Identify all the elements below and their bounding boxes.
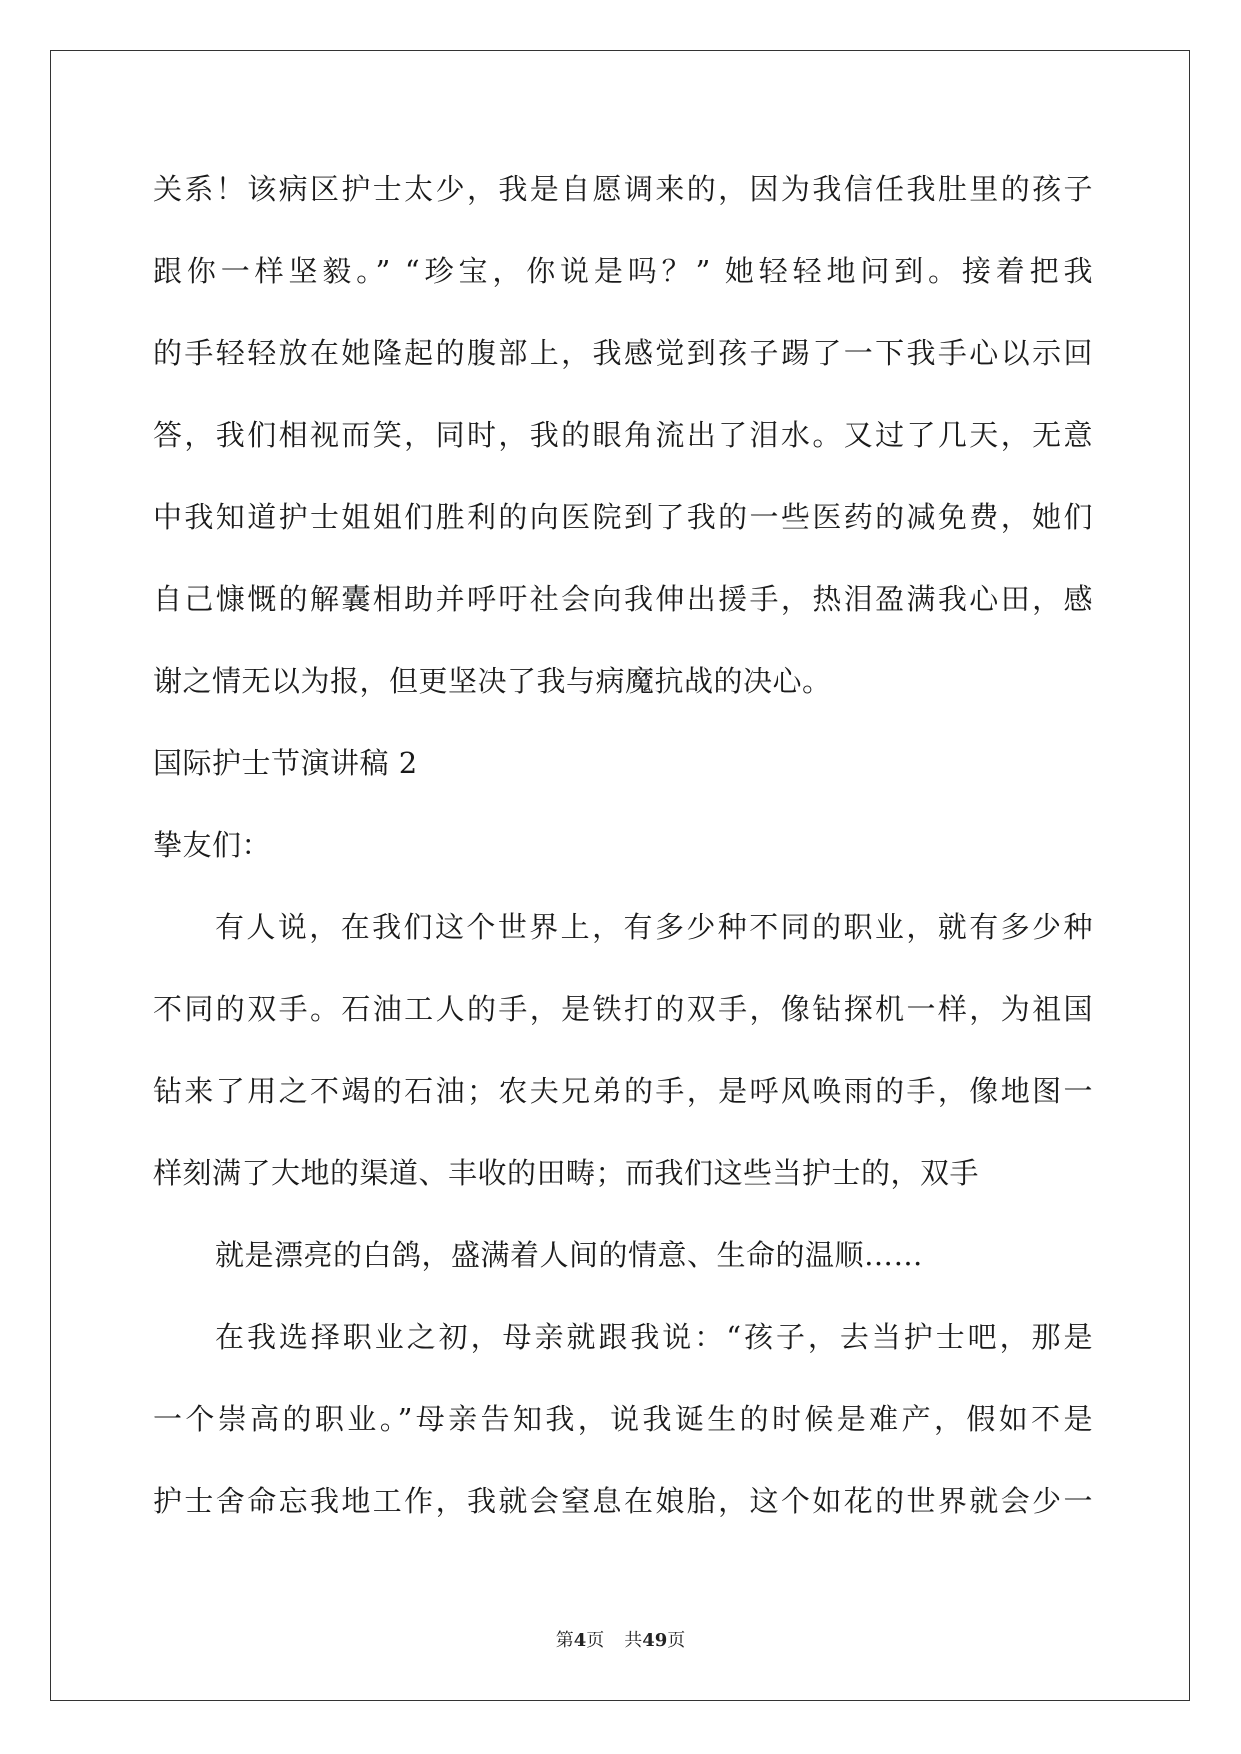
text-line: 答，我们相视而笑，同时，我的眼角流出了泪水。又过了几天，无意: [153, 418, 1093, 452]
text-line: 一个崇高的职业。”母亲告知我，说我诞生的时候是难产，假如不是: [153, 1402, 1093, 1436]
footer-prefix: 第: [555, 1630, 574, 1651]
text-line: 谢之情无以为报，但更坚决了我与病魔抗战的决心。: [153, 664, 832, 698]
total-pages: 49: [642, 1630, 668, 1651]
document-body: [153, 162, 1093, 1556]
page-number: 4: [573, 1630, 587, 1651]
text-line: 关系！该病区护士太少，我是自愿调来的，因为我信任我肚里的孩子: [153, 172, 1093, 206]
text-line: 跟你一样坚毅。” “珍宝，你说是吗？” 她轻轻地问到。接着把我: [153, 254, 1093, 288]
text-line: 护士舍命忘我地工作，我就会窒息在娘胎，这个如花的世界就会少一: [153, 1484, 1093, 1518]
text-line: 的手轻轻放在她隆起的腹部上，我感觉到孩子踢了一下我手心以示回: [153, 336, 1093, 370]
salutation: 挚友们：: [153, 828, 272, 862]
text-line: 样刻满了大地的渠道、丰收的田畴；而我们这些当护士的，双手: [153, 1156, 980, 1190]
text-line: 有人说，在我们这个世界上，有多少种不同的职业，就有多少种: [215, 910, 1093, 944]
page-footer: [0, 1626, 1241, 1652]
footer-page-unit: 页: [586, 1630, 605, 1651]
text-line: 自己慷慨的解囊相助并呼吁社会向我伸出援手，热泪盈满我心田，感: [153, 582, 1093, 616]
text-line: 就是漂亮的白鸽，盛满着人间的情意、生命的温顺……: [215, 1238, 924, 1272]
text-line: 不同的双手。石油工人的手，是铁打的双手，像钻探机一样，为祖国: [153, 992, 1093, 1026]
text-line: 中我知道护士姐姐们胜利的向医院到了我的一些医药的减免费，她们: [153, 500, 1093, 534]
footer-total-unit: 页: [667, 1630, 686, 1651]
text-line: 钻来了用之不竭的石油；农夫兄弟的手，是呼风唤雨的手，像地图一: [153, 1074, 1093, 1108]
text-line: 在我选择职业之初，母亲就跟我说：“孩子，去当护士吧，那是: [215, 1320, 1093, 1354]
section-heading: 国际护士节演讲稿 2: [153, 746, 418, 780]
footer-total-prefix: 共: [624, 1630, 643, 1651]
